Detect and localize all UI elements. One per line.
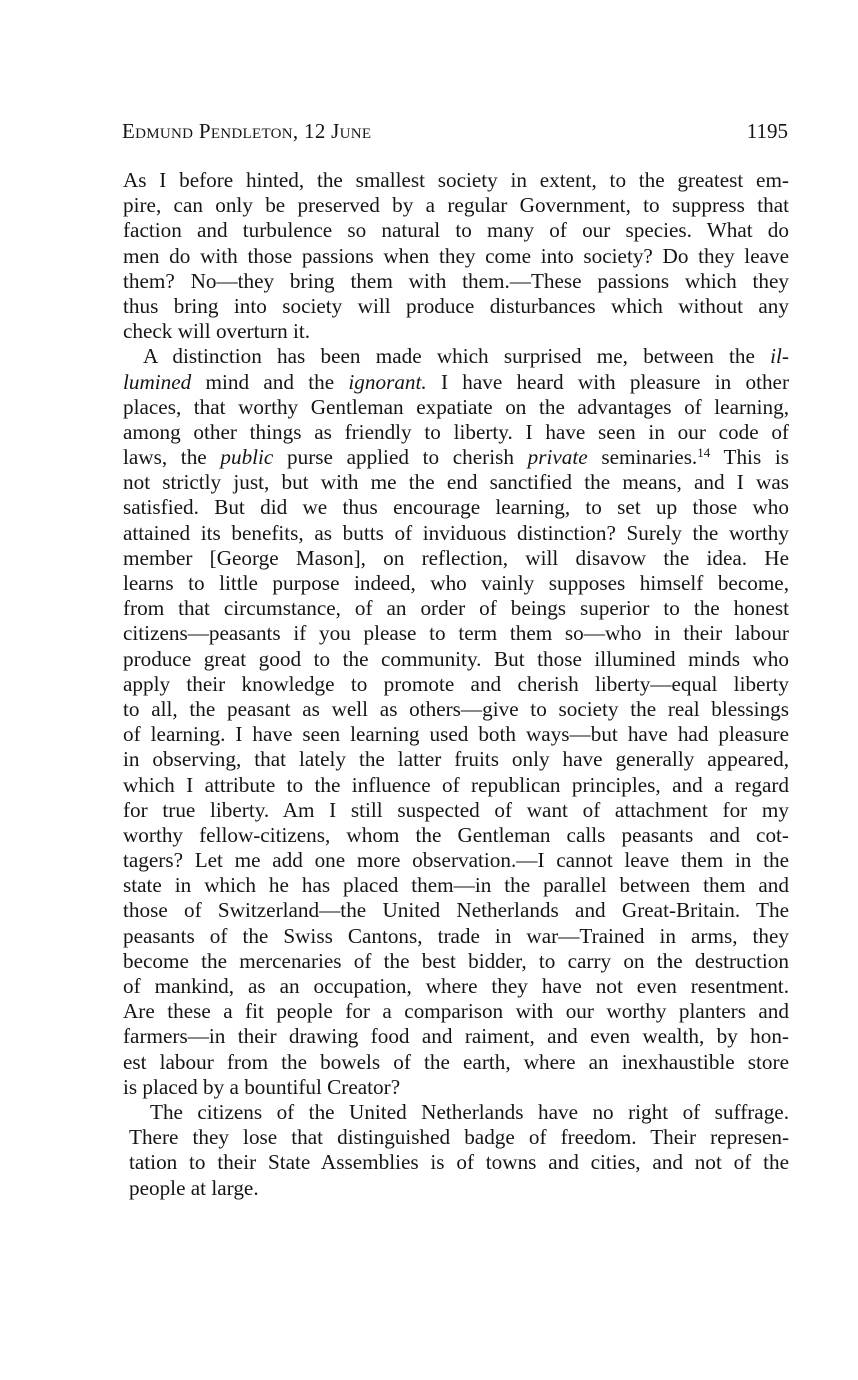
text-line: not strictly just, but with me the end sanctified the means, and I was <box>123 470 789 495</box>
text-line: become the mercenaries of the best bidder, to carry on the destruction <box>123 948 789 973</box>
page-number: 1195 <box>746 119 788 143</box>
paragraph-3 <box>123 1100 789 1201</box>
text-line: those of Switzerland—the United Netherlands and Great-Britain. The <box>123 898 789 923</box>
text-line: As I before hinted, the smallest society in extent, to the greatest em- <box>123 168 789 192</box>
text-line: produce great good to the community. But those illumined minds who <box>123 646 789 671</box>
text-line: laws, the public purse applied to cherish private seminaries.$^{14}$ This is <box>123 445 789 470</box>
text-line: citizens—peasants if you please to term them so—who in their labour <box>123 621 789 646</box>
italic-text: lumined <box>123 369 192 394</box>
text-line: thus bring into society will produce disturbances which without any <box>123 293 789 318</box>
text-line: of mankind, as an occupation, where they have not even resentment. <box>123 974 789 998</box>
text-line: learns to little purpose indeed, who vainly supposes himself become, <box>123 571 789 595</box>
italic-text: ignorant. <box>348 369 427 394</box>
body-text <box>123 168 789 1201</box>
text-line: state in which he has placed them—in the parallel between them and <box>123 873 789 898</box>
paragraph-2 <box>123 344 789 1100</box>
text-line: lumined mind and the ignorant. I have heard with pleasure in other <box>123 369 790 394</box>
text-line: faction and turbulence so natural to many of our species. What do <box>123 218 789 243</box>
text-line: apply their knowledge to promote and cherish liberty—equal liberty <box>123 671 789 696</box>
text-line: The citizens of the United Netherlands have no right of suffrage. <box>150 1099 789 1124</box>
text-line: men do with those passions when they come into society? Do they leave <box>123 243 789 268</box>
text-line: Are these a fit people for a comparison with our worthy planters and <box>123 999 789 1024</box>
text-line: attained its benefits, as butts of inviduous distinction? Surely the worthy <box>123 520 789 545</box>
text-line: is placed by a bountiful Creator? <box>123 1074 401 1099</box>
text-line: check will overturn it. <box>123 319 311 344</box>
text-line: which I attribute to the influence of republican principles, and a regard <box>123 772 789 797</box>
text-line: places, that worthy Gentleman expatiate on the advantages of learning, <box>123 394 789 419</box>
text-line: peasants of the Swiss Cantons, trade in war—Trained in arms, they <box>123 923 789 948</box>
text-line: farmers—in their drawing food and raiment, and even wealth, by hon- <box>123 1024 789 1049</box>
italic-text: private <box>527 445 588 470</box>
italic-text: il- <box>770 344 789 369</box>
italic-text: public <box>220 445 274 470</box>
text-line: among other things as friendly to liberty. I have seen in our code of <box>123 419 789 444</box>
text-line: tation to their State Assemblies is of towns and cities, and not of the <box>129 1150 789 1175</box>
running-head <box>122 116 788 146</box>
text-line: satisfied. But did we thus encourage learning, to set up those who <box>123 495 789 520</box>
paragraph-1 <box>123 168 789 344</box>
footnote-reference: 14 <box>697 445 711 461</box>
text-line: pire, can only be preserved by a regular Government, to suppress that <box>123 193 789 218</box>
text-line: from that circumstance, of an order of beings superior to the honest <box>123 596 789 621</box>
text-line: for true liberty. Am I still suspected of want of attachment for my <box>123 797 789 822</box>
text-line: to all, the peasant as well as others—give to society the real blessings <box>123 696 789 721</box>
text-line: There they lose that distinguished badge of freedom. Their represen- <box>129 1125 789 1150</box>
text-line: worthy fellow-citizens, whom the Gentleman calls peasants and cot- <box>123 822 789 847</box>
text-line: them? No—they bring them with them.—These passions which they <box>123 268 789 293</box>
text-line: A distinction has been made which surprised me, between the il- <box>143 344 789 369</box>
text-line: in observing, that lately the latter fruits only have generally appeared, <box>123 747 789 772</box>
text-line: member [George Mason], on reflection, will disavow the idea. He <box>123 545 789 570</box>
text-line: est labour from the bowels of the earth, where an inexhaustible store <box>123 1049 789 1074</box>
text-line: people at large. <box>129 1175 259 1200</box>
text-line: of learning. I have seen learning used both ways—but have had pleasure <box>123 722 789 747</box>
running-head-title: Edmund Pendleton, 12 June <box>122 119 372 143</box>
text-line: tagers? Let me add one more observation.—I cannot leave them in the <box>123 848 789 873</box>
